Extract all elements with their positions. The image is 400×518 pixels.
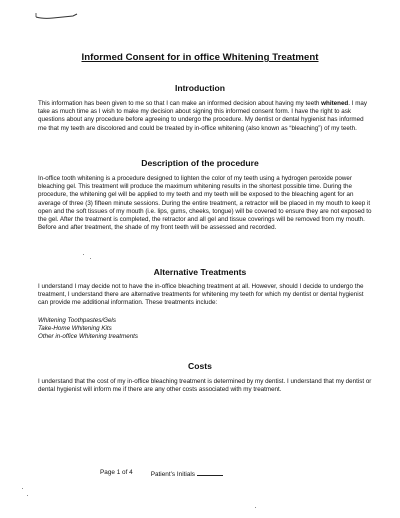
introduction-paragraph — [38, 100, 368, 133]
costs-paragraph: I understand that the cost of my in-office bleaching treatment is determined by my dentist. I understand that my dentist or dental hygienist will inform me if there are any other costs associated with my treatment. — [38, 378, 372, 394]
description-paragraph: In-office tooth whitening is a procedure designed to lighten the color of my teeth using a hydrogen peroxide power bleaching gel. This treatment will produce the maximum whitening results in the shortest possible time. During the procedure, the whitening gel will be applied to my teeth and my teeth will be exposed to the bleaching agent for an average of three (3) fifteen minute sessions. During the entire treatment, a retractor will be placed in my mouth to keep it open and the soft tissues of my mouth (i.e. lips, gums, cheeks, tongue) will be covered to ensure they are not exposed to the gel. After the treatment is completed, the retractor and all gel and tissue coverings will be removed from my mouth. Before and after treatment, the shade of my front teeth will be assessed and recorded. — [38, 175, 372, 232]
list-item: Whitening Toothpastes/Gels — [38, 317, 116, 324]
scan-speck — [90, 258, 91, 259]
patient-initials-field — [151, 469, 223, 478]
scan-speck — [255, 507, 256, 508]
scan-speck — [83, 254, 84, 255]
introduction-text-start: This information has been given to me so that I can make an informed decision about having my teeth — [38, 100, 322, 107]
introduction-text-emphasis: whitened — [321, 100, 349, 107]
initials-blank-line — [197, 469, 223, 476]
section-heading-costs: Costs — [188, 361, 212, 371]
section-heading-introduction: Introduction — [174, 83, 226, 93]
page-footer — [100, 469, 223, 478]
scan-speck — [27, 495, 28, 496]
list-item: Take-Home Whitening Kits — [38, 325, 112, 333]
section-heading-alternative-treatments: Alternative Treatments — [153, 267, 247, 277]
document-title: Informed Consent for in office Whitening Treatment — [81, 52, 319, 63]
scan-speck — [22, 488, 23, 489]
patient-initials-label: Patient’s Initials — [150, 471, 195, 478]
section-heading-description: Description of the procedure — [141, 158, 259, 168]
alternative-treatments-list — [38, 317, 338, 342]
page-number: Page 1 of 4 — [100, 469, 133, 476]
introduction-text-end: . I may take as much time as I wish to make my decision about signing this informed consent form. I have the right to ask questions about any procedure before agreeing to undergo the procedure. My dentist or dental hygienist has informed me that my teeth are discolored and could be treated by in-office whitening (also known as “bleaching”) of my teeth. — [38, 100, 368, 132]
scan-mark — [33, 8, 93, 22]
alternative-treatments-paragraph: I understand I may decide not to have the in-office bleaching treatment at all. However, should I decide to undergo the treatment, I understand there are alternative treatments for whitening my teeth for which my dentist or dental hygienist can provide me additional information. These treatments include: — [38, 283, 364, 307]
list-item: Other in-office Whitening treatments — [38, 333, 139, 341]
